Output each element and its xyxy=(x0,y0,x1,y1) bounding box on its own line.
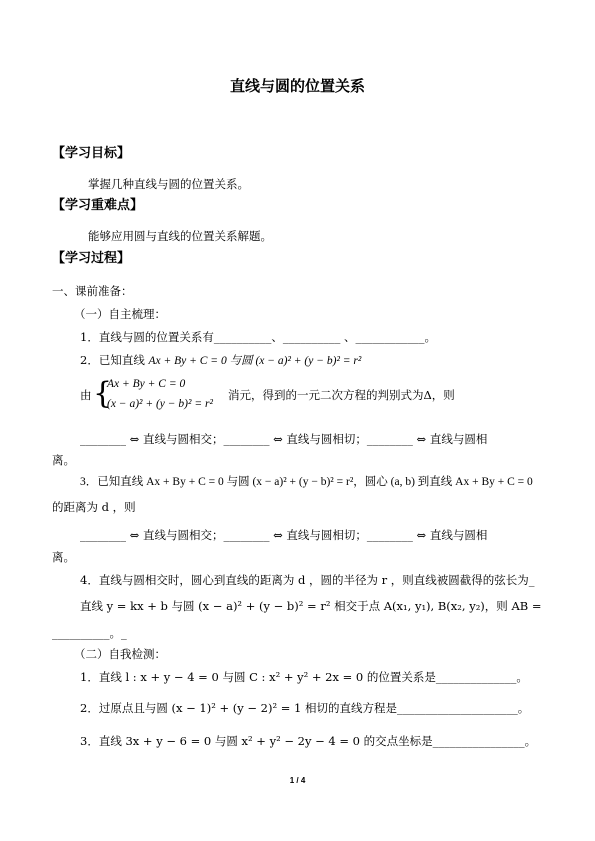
system-tail: 消元，得到的一元二次方程的判别式为Δ，则 xyxy=(228,388,455,402)
test-question-2: 2．过原点且与圆 (x − 1)² + (y − 2)² = 1 相切的直线方程是_____________________。 xyxy=(80,701,530,715)
question-4-line-2: 直线 y = kx + b 与圆 (x − a)² + (y − b)² = r² 相交于点 A(x₁, y₁), B(x₂, y₂)，则 AB = xyxy=(80,599,542,613)
question-2-math: Ax + By + C = 0 与圆 (x − a)² + (y − b)² = r² xyxy=(148,355,362,367)
test-question-1: 1．直线 l : x + y − 4 = 0 与圆 C : x² + y² + 2x = 0 的位置关系是______________。 xyxy=(80,670,528,684)
question-4-line-3: __________。_ xyxy=(52,626,127,640)
test-question-3: 3．直线 3x + y − 6 = 0 与圆 x² + y² − 2y − 4 = 0 的交点坐标是________________。 xyxy=(80,734,537,748)
question-3-answer: ________ ⇔ 直线与圆相交；________ ⇔ 直线与圆相切；________ ⇔ 直线与圆相 xyxy=(80,528,488,542)
question-2-prefix: 2．已知直线 xyxy=(80,353,145,367)
prep-heading: 一、课前准备： xyxy=(52,284,133,298)
question-2-statement xyxy=(80,352,361,369)
system-equation-2: (x − a)² + (y − b)² = r² xyxy=(107,398,213,410)
system-equation-1: Ax + By + C = 0 xyxy=(107,378,186,390)
self-review-heading: （一）自主梳理： xyxy=(74,307,166,321)
question-3-answer-end: 离。 xyxy=(52,550,75,564)
page-title: 直线与圆的位置关系 xyxy=(229,77,365,95)
left-brace-glyph: { xyxy=(93,376,113,411)
process-heading: 【学习过程】 xyxy=(52,251,131,266)
goal-heading: 【学习目标】 xyxy=(52,146,131,161)
question-3-line-2: 的距离为 d ，则 xyxy=(52,500,136,514)
goal-text: 掌握几种直线与圆的位置关系。 xyxy=(88,177,249,191)
question-2-answer: ________ ⇔ 直线与圆相交；________ ⇔ 直线与圆相切；________ ⇔ 直线与圆相 xyxy=(80,432,488,446)
question-2-answer-end: 离。 xyxy=(52,453,75,467)
question-3-text: 3．已知直线 Ax + By + C = 0 与圆 (x − a)² + (y − b)² = r²，圆心 (a, b) 到直线 Ax + By + C = 0 xyxy=(80,476,533,488)
page-number: 1 / 4 xyxy=(289,776,306,785)
key-heading: 【学习重难点】 xyxy=(52,198,144,213)
question-1: 1．直线与圆的位置关系有__________、__________ 、____________。 xyxy=(80,330,436,344)
system-lead: 由 xyxy=(80,388,92,402)
question-3-line-1 xyxy=(80,473,533,490)
question-4-line-1: 4．直线与圆相交时，圆心到直线的距离为 d ，圆的半径为 r ，则直线被圆截得的弦长为_ xyxy=(80,573,535,587)
self-check-heading: （二）自我检测： xyxy=(74,647,166,661)
key-text: 能够应用圆与直线的位置关系解题。 xyxy=(88,229,272,243)
